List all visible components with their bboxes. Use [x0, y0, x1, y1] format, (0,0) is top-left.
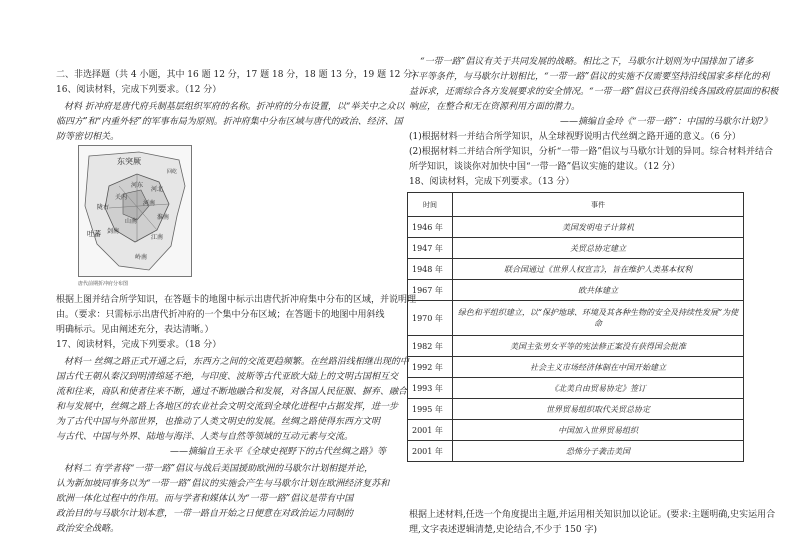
q17-material2-line: 政治目的与马歇尔计划本意，一带一路自开始之日便意在对政治运力同制的	[56, 509, 354, 519]
event-cell: 中国加入世界贸易组织	[453, 420, 744, 441]
q16-task-line: 明确标示。见由阐述充分，表达清晰。）	[56, 325, 214, 335]
event-cell: 美国发明电子计算机	[453, 217, 744, 238]
event-cell: 关贸总协定建立	[453, 238, 744, 259]
table-row	[408, 280, 744, 301]
q17-question-2a: (2)根据材料二并结合所学知识，分析“一带一路”倡议与马歇尔计划的异同。综合材料并结合	[409, 147, 773, 157]
map-label: 剑南	[107, 228, 120, 235]
event-cell: 世界贸易组织取代关贸总协定	[453, 399, 744, 420]
q17-material2-line: 材料二 有学者将“一带一路”倡议与战后美国援助欧洲的马歇尔计划相提并论，	[64, 464, 374, 474]
year-cell: 1948 年	[408, 259, 453, 280]
map-label: 河北	[151, 186, 164, 193]
q18-title: 18、阅读材料，完成下列要求。（13 分）	[409, 177, 575, 187]
q16-task-line: 根据上图并结合所学知识，在答题卡的地图中标示出唐代折冲府集中分布的区域，并说明理	[56, 295, 417, 305]
q17-material2-line: 政治安全战略。	[56, 524, 120, 534]
table-row	[408, 238, 744, 259]
q17-material1-line: 为了古代中国与外部世界，也推动了人类文明史的发展。丝绸之路使得东西方文明	[56, 417, 381, 427]
q17-material1-line: 材料一 丝绸之路正式开通之后，东西方之间的交流更趋频繁。在丝路沿线相继出现的中	[64, 357, 409, 367]
q17-material2-cont-line: 益诉求，还需综合各方发展要求的安全情况。“一带一路”倡议已获得沿线各国政府层面的积极	[409, 87, 779, 97]
table-row	[408, 420, 744, 441]
year-cell: 1982 年	[408, 336, 453, 357]
year-cell: 2001 年	[408, 420, 453, 441]
map-label: 吐蕃	[87, 230, 101, 238]
q17-title: 17、阅读材料，完成下列要求。（18 分）	[56, 340, 222, 350]
year-cell: 1992 年	[408, 357, 453, 378]
table-row	[408, 301, 744, 336]
q17-material1-line: 与古代、中国与外界、陆地与海洋、人类与自然等领域的互动元素与交流。	[56, 432, 354, 442]
table-row	[408, 399, 744, 420]
q16-material-line: 防等密切相关。	[56, 132, 120, 142]
map-label: 江南	[151, 234, 164, 241]
map-label: 河南	[143, 200, 156, 207]
map-label: 山南	[125, 218, 138, 225]
event-cell: 联合国通过《世界人权宣言》，旨在维护人类基本权利	[453, 259, 744, 280]
q17-material1-line: 国古代王朝从秦汉到明清绵延不绝，与印度、波斯等古代亚欧大陆上的文明古国相互交	[56, 372, 399, 382]
event-cell: 绿色和平组织建立，以“保护地球、环境及其各种生物的安全及持续性发展”为使命	[453, 301, 744, 336]
q17-material2-cont-line: 响应，在整合和无在资源利用方面的潜力。	[409, 102, 581, 112]
q17-question-2b: 所学知识，谈谈你对加快中国“一带一路”倡议实施的建议。（12 分）	[409, 162, 681, 172]
map-label: 东突厥	[117, 157, 141, 166]
map-label: 河东	[131, 182, 144, 189]
map-label: 岭南	[135, 254, 148, 261]
year-cell: 1947 年	[408, 238, 453, 259]
q17-material1-line: 和与发展中，丝绸之路上各地区的农业社会文明交流到全球化进程中占据发挥，进一步	[56, 402, 399, 412]
table-row	[408, 336, 744, 357]
q17-source2: ——摘编自金玲《“一带一路”：中国的马歇尔计划?》	[560, 117, 773, 127]
q18-task-line: 理,文字表述逻辑清楚,史论结合,不少于 150 字)	[409, 525, 597, 535]
q17-question-1: (1)根据材料一并结合所学知识，从全球视野说明古代丝绸之路开通的意义。（6 分）	[409, 132, 741, 142]
q17-material2-line: 认为新加坡同事务以为“一带一路”倡议的实施会产生与马歇尔计划在欧洲经济复苏和	[56, 479, 390, 489]
event-cell: 美国主张男女平等的宪法修正案没有获得国会批准	[453, 336, 744, 357]
q16-material-line: 材料 折冲府是唐代府兵制基层组织军府的名称。折冲府的分布设置，以“举关中之众以	[64, 102, 405, 112]
table-header-cell: 时间	[408, 193, 453, 217]
table-row	[408, 378, 744, 399]
q17-material1-line: 流和往来，商队和使者往来不断，通过不断地融合和发展，对各国人民征服、摒弃、融合	[56, 387, 408, 397]
event-cell: 社会主义市场经济体制在中国开始建立	[453, 357, 744, 378]
table-row	[408, 217, 744, 238]
table-row	[408, 357, 744, 378]
q17-material2-cont-line: 不平等条件，与马歇尔计划相比，“一带一路”倡议的实施不仅需要坚持沿线国家多样化的利	[409, 72, 770, 82]
section-title: 二、非选择题（共 4 小题，其中 16 题 12 分，17 题 18 分，18 题 13 分，19 题 12 分）	[56, 70, 422, 80]
tang-map	[78, 145, 192, 277]
year-cell: 2001 年	[408, 441, 453, 462]
year-cell: 1993 年	[408, 378, 453, 399]
q16-task-line: 由。（要求：只需标示出唐代折冲府的一个集中分布区域；在答题卡的地图中用斜线	[56, 310, 385, 320]
q17-material2-line: 欧洲一体化过程中的作用。而与学者和媒体认为“一带一路”倡议是带有中国	[56, 494, 354, 504]
map-caption: 唐代前期折冲府分布图	[78, 281, 129, 287]
events-table	[407, 192, 744, 462]
table-row	[408, 259, 744, 280]
map-label: 陇右	[97, 204, 110, 211]
year-cell: 1946 年	[408, 217, 453, 238]
q16-material-line: 临四方”和“内重外轻”的军事布局为原则。折冲府集中分布区域与唐代的政治、经济、国	[56, 117, 403, 127]
year-cell: 1967 年	[408, 280, 453, 301]
map-label: 淮南	[157, 214, 170, 221]
event-cell: 《北美自由贸易协定》签订	[453, 378, 744, 399]
table-row	[408, 441, 744, 462]
year-cell: 1995 年	[408, 399, 453, 420]
map-label: 关内	[115, 194, 128, 201]
table-header-cell: 事件	[453, 193, 744, 217]
map-label: 回纥	[167, 169, 178, 175]
q18-task-line: 根据上述材料,任选一个角度提出主题,并运用相关知识加以论证。(要求:主题明确,史实运用合	[409, 510, 776, 520]
event-cell: 恐怖分子袭击美国	[453, 441, 744, 462]
year-cell: 1970 年	[408, 301, 453, 336]
q17-source1: ——摘编自王永平《全球史视野下的古代丝绸之路》等	[170, 447, 387, 457]
q17-material2-cont-line: “一带一路”倡议有关于共同发展的战略。相比之下，马歇尔计划则为中国排加了诸多	[420, 57, 754, 67]
q16-title: 16、阅读材料，完成下列要求。（12 分）	[56, 85, 222, 95]
event-cell: 欧共体建立	[453, 280, 744, 301]
table-header-row	[408, 193, 744, 217]
